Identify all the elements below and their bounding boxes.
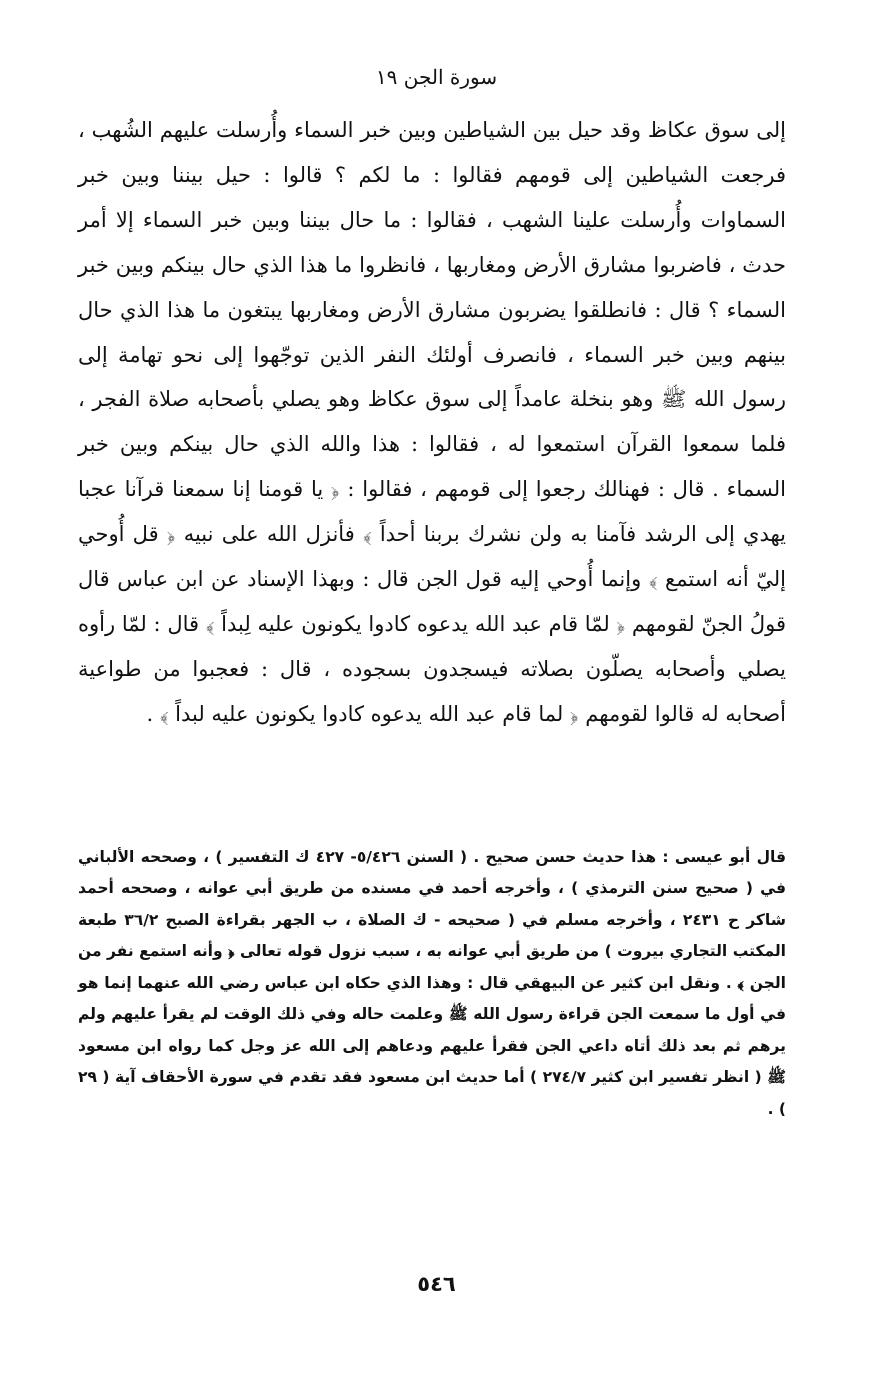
page-number: ٥٤٦ bbox=[417, 1272, 456, 1296]
footnote bbox=[78, 826, 786, 1141]
main-paragraph: إلى سوق عكاظ وقد حيل بين الشياطين وبين خبر السماء وأُرسلت عليهم الشُهب ، فرجعت الشياطين إلى قومهم فقالوا : ما لكم ؟ قالوا : حيل بيننا وبين خبر السماوات وأُرسلت علينا الشهب ، فقالوا : ما حال بيننا وبين خبر السماء إلا أمر حدث ، فاضربوا مشارق الأرض ومغاربها ، فانظروا ما هذا الذي حال بينكم وبين خبر السماء ؟ قال : فانطلقوا يضربون مشارق الأرض ومغاربها يبتغون ما هذا الذي حال بينهم وبين خبر السماء ، فانصرف أولئك النفر الذين توجّهوا إلى نحو تهامة إلى رسول الله ﷺ وهو بنخلة عامداً إلى سوق عكاظ وهو يصلي بأصحابه صلاة الفجر ، فلما سمعوا القرآن استمعوا له ، فقالوا : هذا والله الذي حال بينكم وبين خبر السماء . قال : فهنالك رجعوا إلى قومهم ، فقالوا : ﴿ يا قومنا إنا سمعنا قرآنا عجبا يهدي إلى الرشد فآمنا به ولن نشرك بربنا أحداً ﴾ فأنزل الله على نبيه ﴿ قل أُوحي إليّ أنه استمع ﴾ وإنما أُوحي إليه قول الجن قال : وبهذا الإسناد عن ابن عباس قال قولُ الجنّ لقومهم ﴿ لمّا قام عبد الله يدعوه كادوا يكونون عليه لِبداً ﴾ قال : لمّا رأوه يصلي وأصحابه يصلّون بصلاته فيسجدون بسجوده ، قال : فعجبوا من طواعية أصحابه له قالوا لقومهم ﴿ لما قام عبد الله يدعوه كادوا يكونون عليه لبداً ﴾ . bbox=[78, 118, 786, 726]
main-text bbox=[78, 108, 786, 737]
running-header: سورة الجن ١٩ bbox=[375, 65, 498, 89]
footnote-paragraph: قال أبو عيسى : هذا حديث حسن صحيح . ( السنن ٥/٤٢٦- ٤٢٧ ك التفسير ) ، وصححه الألباني في ( صحيح سنن الترمذي ) ، وأخرجه أحمد في مسنده من طريق أبي عوانه ، وصححه أحمد شاكر ح ٢٤٣١ ، وأخرجه مسلم في ( صحيحه - ك الصلاة ، ب الجهر بقراءة الصبح ٣٦/٢ طبعة المكتب التجاري بيروت ) من طريق أبي عوانه به ، سبب نزول قوله تعالى ﴿ وأنه استمع نفر من الجن ﴾ . ونقل ابن كثير عن البيهقي قال : وهذا الذي حكاه ابن عباس رضي الله عنهما إنما هو في أول ما سمعت الجن قراءة رسول الله ﷺ وعلمت حاله وفي ذلك الوقت لم يقرأ عليهم ولم يرهم ثم بعد ذلك أتاه داعي الجن فقرأ عليهم ودعاهم إلى الله عز وجل كما رواه ابن مسعود ﷺ ( انظر تفسير ابن كثير ٢٧٤/٧ ) أما حديث ابن مسعود فقد تقدم في سورة الأحقاف آية ( ٢٩ ) . bbox=[78, 847, 786, 1118]
